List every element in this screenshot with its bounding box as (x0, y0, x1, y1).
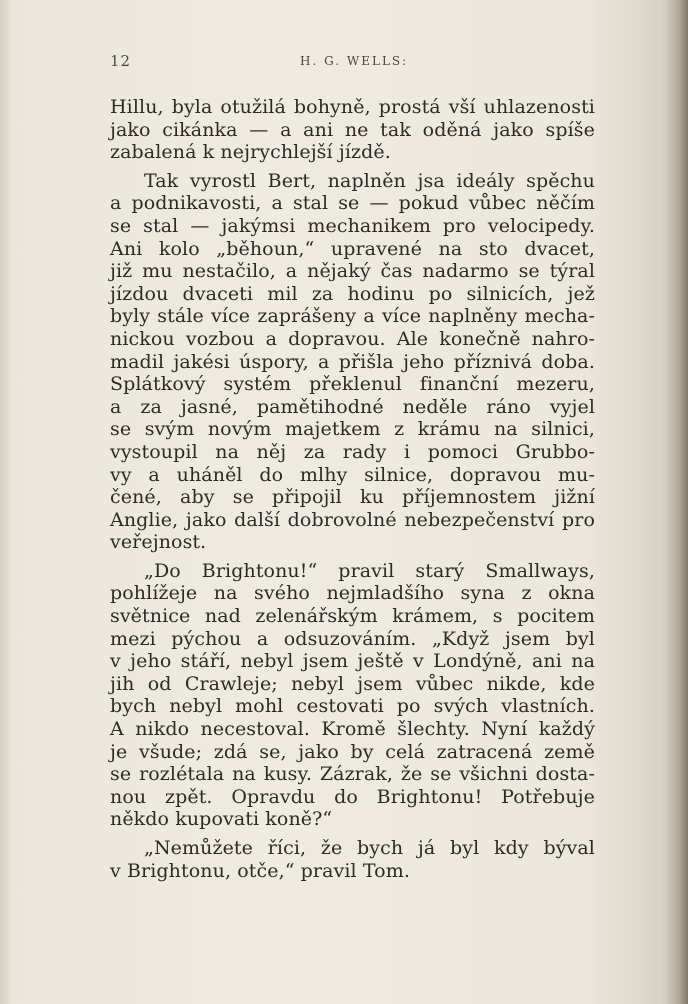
text-line: Anglie, jako další dobrovolné nebezpečenství pro (110, 508, 595, 531)
text-line: pohlížeje na svého nejmladšího syna z okna (110, 582, 595, 605)
text-line: již mu nestačilo, a nějaký čas nadarmo se týral (110, 260, 595, 283)
text-line: se rozlétala na kusy. Zázrak, že se všichni dosta- (110, 763, 595, 786)
text-line: nou zpět. Opravdu do Brightonu! Potřebuje (110, 785, 595, 808)
text-line: se svým novým majetkem z krámu na silnici, (110, 418, 595, 441)
text-line: Ani kolo „běhoun,“ upravené na sto dvacet, (110, 237, 595, 260)
text-line: vystoupil na něj za rady i pomoci Grubbo- (110, 440, 595, 463)
text-line: jako cikánka — a ani ne tak oděná jako spíše (110, 118, 595, 141)
text-line: světnice nad zelenářským krámem, s pocitem (110, 605, 595, 628)
paragraph (110, 837, 595, 882)
paragraph (110, 170, 595, 554)
text-line: „Nemůžete říci, že bych já byl kdy býval (144, 837, 595, 859)
running-head: H. G. WELLS: (300, 54, 409, 68)
text-line: Tak vyrostl Bert, naplněn jsa ideály spěchu (144, 169, 595, 192)
text-line: zabalená k nejrychlejší jízdě. (110, 141, 391, 164)
text-line: nickou vozbou a dopravou. Ale konečně nahro- (110, 327, 595, 350)
text-line: mezi pýchou a odsuzováním. „Když jsem byl (110, 627, 595, 650)
text-line: čené, aby se připojil ku příjemnostem jižní (110, 486, 595, 509)
text-line: Splátkový systém překlenul finanční mezeru, (110, 373, 595, 396)
paragraph (110, 96, 595, 164)
text-line: někdo kupovati koně?“ (110, 808, 333, 831)
text-line: madil jakési úspory, a přišla jeho příznivá doba. (110, 350, 595, 373)
paragraph (110, 560, 595, 831)
text-line: a podnikavosti, a stal se — pokud vůbec něčím (110, 192, 595, 215)
text-line: a za jasné, pamětihodné neděle ráno vyjel (110, 395, 595, 418)
text-line: veřejnost. (110, 531, 207, 554)
text-line: byly stále více zaprášeny a více naplněny mecha- (110, 305, 595, 328)
text-line: „Do Brightonu!“ pravil starý Smallways, (144, 559, 595, 582)
page-header (110, 52, 595, 72)
text-line: v jeho stáří, nebyl jsem ještě v Londýně, ani na (110, 650, 595, 673)
text-line: Hillu, byla otužilá bohyně, prostá vší uhlazenosti (110, 96, 595, 118)
text-line: jih od Crawleje; nebyl jsem vůbec nikde, kde (110, 672, 595, 695)
page-edge-shadow (666, 0, 688, 1004)
text-line: jízdou dvaceti mil za hodinu po silnicích, jež (110, 282, 595, 305)
spine-shadow (0, 0, 14, 1004)
text-line: vy a uháněl do mlhy silnice, dopravou mu- (110, 463, 595, 486)
text-line: A nikdo necestoval. Kromě šlechty. Nyní každý (110, 718, 595, 741)
page-number: 12 (110, 52, 132, 70)
body-text (110, 96, 595, 882)
text-line: je všude; zdá se, jako by celá zatracená země (110, 740, 595, 763)
text-line: se stal — jakýmsi mechanikem pro velocipedy. (110, 214, 595, 237)
text-line: v Brightonu, otče,“ pravil Tom. (110, 859, 410, 882)
text-line: bych nebyl mohl cestovati po svých vlastních. (110, 695, 595, 718)
